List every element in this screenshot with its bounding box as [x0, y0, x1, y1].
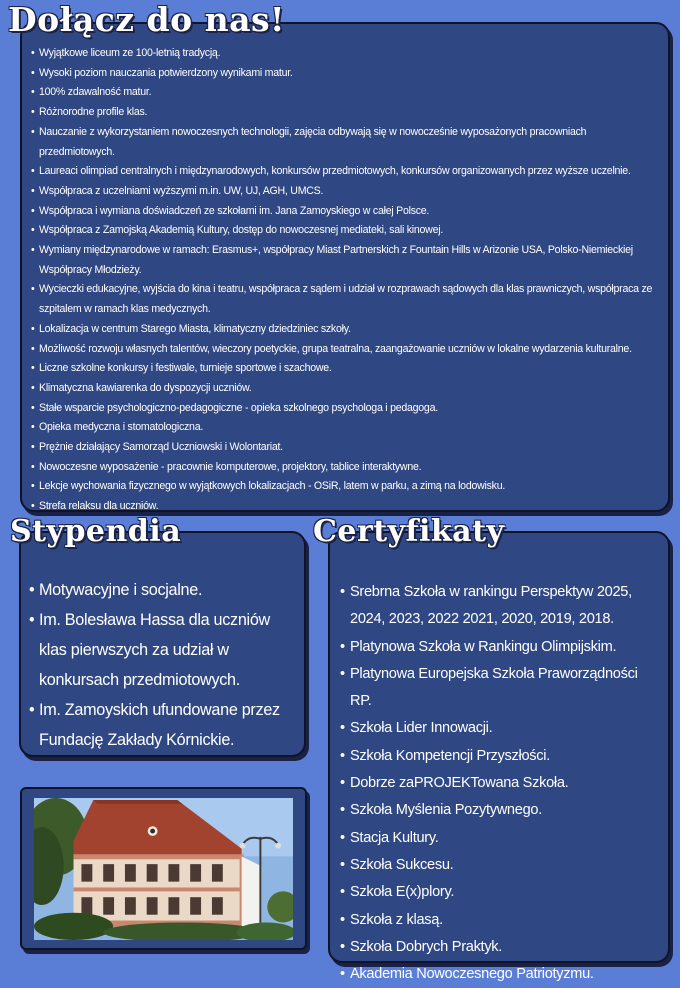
join-item: • Współpraca z uczelniami wyższymi m.in. UW, UJ, AGH, UMCS.	[31, 182, 660, 202]
school-building-image	[34, 798, 293, 940]
certyfikaty-list	[340, 579, 662, 988]
join-heading: Dołącz do nas!	[8, 0, 286, 39]
join-item: • Prężnie działający Samorząd Uczniowski i Wolontariat.	[31, 438, 660, 458]
stypendia-item: • Im. Bolesława Hassa dla uczniów klas pierwszych za udział w konkursach przedmiotowych.	[29, 605, 294, 695]
join-list	[31, 44, 660, 517]
certyfikaty-item: • Szkoła Myślenia Pozytywnego.	[340, 797, 662, 824]
certyfikaty-panel	[328, 531, 670, 983]
certyfikaty-heading: Certyfikaty	[313, 514, 505, 549]
certyfikaty-item: • Akademia Nowoczesnego Patriotyzmu.	[340, 961, 662, 988]
join-item: • Laureaci olimpiad centralnych i międzynarodowych, konkursów przedmiotowych, konkursów organizowanych przez wyższe uczelnie.	[31, 162, 660, 182]
join-item: • Liczne szkolne konkursy i festiwale, turnieje sportowe i szachowe.	[31, 359, 660, 379]
certyfikaty-item: • Szkoła Dobrych Praktyk.	[340, 934, 662, 961]
join-item: • Nowoczesne wyposażenie - pracownie komputerowe, projektory, tablice interaktywne.	[31, 458, 660, 478]
certyfikaty-item: • Szkoła z klasą.	[340, 907, 662, 934]
stypendia-item: • Motywacyjne i socjalne.	[29, 575, 294, 605]
certyfikaty-item: • Szkoła Kompetencji Przyszłości.	[340, 743, 662, 770]
certyfikaty-item: • Stacja Kultury.	[340, 825, 662, 852]
certyfikaty-item: • Szkoła Lider Innowacji.	[340, 715, 662, 742]
join-item: • Strefa relaksu dla uczniów.	[31, 497, 660, 517]
certyfikaty-item: • Dobrze zaPROJEKTowana Szkoła.	[340, 770, 662, 797]
certyfikaty-item: • Platynowa Szkoła w Rankingu Olimpijskim.	[340, 634, 662, 661]
certyfikaty-item: • Szkoła E(x)plory.	[340, 879, 662, 906]
stypendia-panel	[19, 531, 306, 757]
join-item: • Lokalizacja w centrum Starego Miasta, klimatyczny dziedziniec szkoły.	[31, 320, 660, 340]
stypendia-list	[29, 575, 294, 755]
join-item: • Stałe wsparcie psychologiczno-pedagogiczne - opieka szkolnego psychologa i pedagoga.	[31, 399, 660, 419]
school-photo	[20, 787, 307, 950]
join-item: • Różnorodne profile klas.	[31, 103, 660, 123]
join-item: • Możliwość rozwoju własnych talentów, wieczory poetyckie, grupa teatralna, zaangażowanie uczniów w lokalne wydarzenia kulturalne.	[31, 340, 660, 360]
certyfikaty-item: • Platynowa Europejska Szkoła Praworządności RP.	[340, 661, 662, 716]
join-item: • Wysoki poziom nauczania potwierdzony wynikami matur.	[31, 64, 660, 84]
join-item: • Wycieczki edukacyjne, wyjścia do kina i teatru, współpraca z sądem i udział w rozprawach sądowych dla klas prawniczych, współpraca ze szpitalem w ramach klas medycznych.	[31, 280, 660, 319]
join-item: • Nauczanie z wykorzystaniem nowoczesnych technologii, zajęcia odbywają się w nowocześnie wyposażonych pracowniach przedmiotowych.	[31, 123, 660, 162]
certyfikaty-item: • Srebrna Szkoła w rankingu Perspektyw 2025, 2024, 2023, 2022 2021, 2020, 2019, 2018.	[340, 579, 662, 634]
join-item: • Wyjątkowe liceum ze 100-letnią tradycją.	[31, 44, 660, 64]
stypendia-item: • Im. Zamoyskich ufundowane przez Fundację Zakłady Kórnickie.	[29, 695, 294, 755]
join-panel	[20, 22, 670, 512]
join-item: • Współpraca z Zamojską Akademią Kultury, dostęp do nowoczesnej mediateki, sali kinowej.	[31, 221, 660, 241]
join-item: • Wymiany międzynarodowe w ramach: Erasmus+, współpracy Miast Partnerskich z Fountain Hills w Arizonie USA, Polsko-Niemieckiej Współpracy Młodzieży.	[31, 241, 660, 280]
join-item: • Lekcje wychowania fizycznego w wyjątkowych lokalizacjach - OSiR, latem w parku, a zimą na lodowisku.	[31, 477, 660, 497]
join-item: • Klimatyczna kawiarenka do dyspozycji uczniów.	[31, 379, 660, 399]
join-item: • Współpraca i wymiana doświadczeń ze szkołami im. Jana Zamoyskiego w całej Polsce.	[31, 202, 660, 222]
certyfikaty-item: • Szkoła Sukcesu.	[340, 852, 662, 879]
stypendia-heading: Stypendia	[10, 514, 182, 549]
join-item: • Opieka medyczna i stomatologiczna.	[31, 418, 660, 438]
join-item: • 100% zdawalność matur.	[31, 83, 660, 103]
